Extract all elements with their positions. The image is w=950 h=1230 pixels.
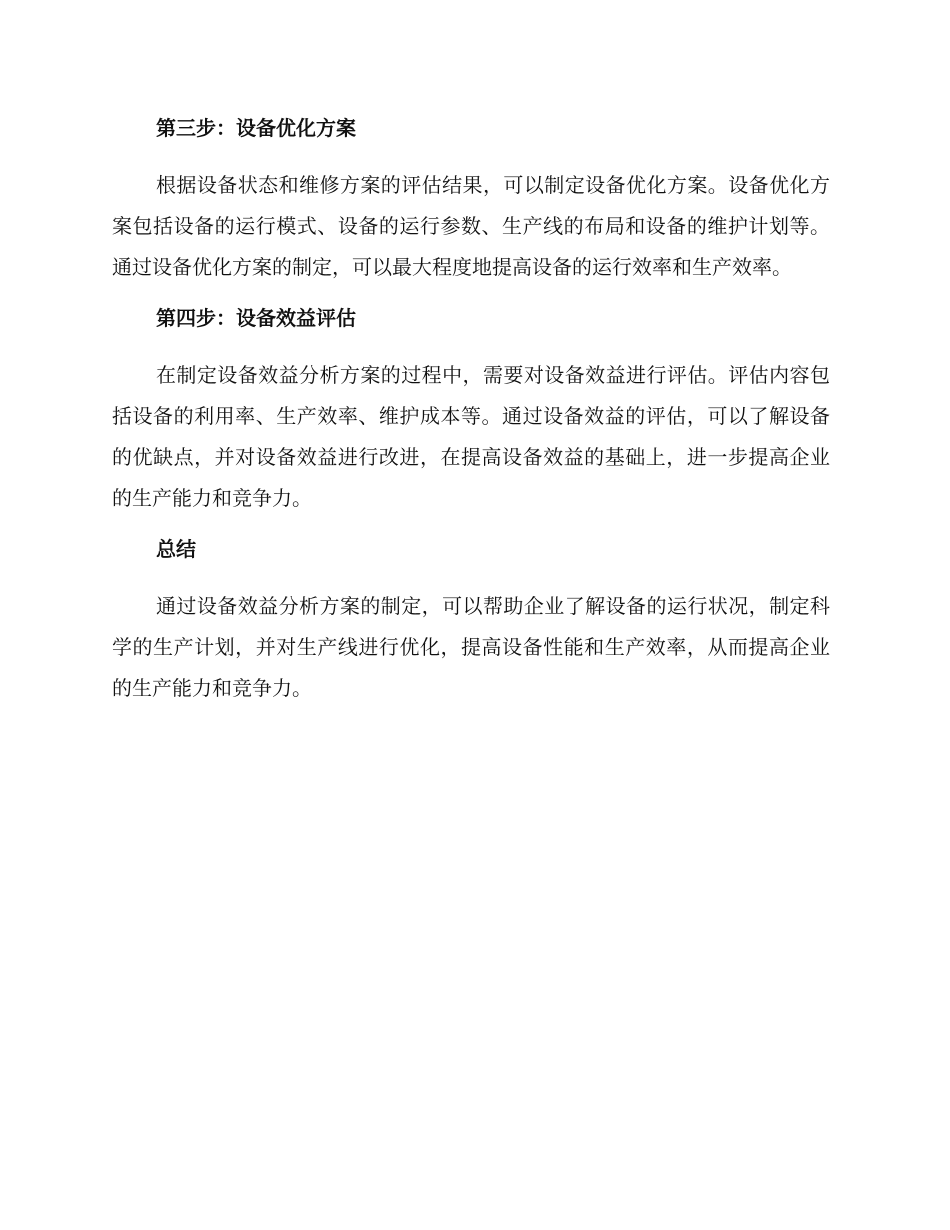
document-body: [112, 111, 830, 709]
section-heading-step-four: 第四步：设备效益评估: [156, 306, 356, 330]
section-heading-step-three: 第三步：设备优化方案: [156, 116, 356, 140]
section-paragraph-step-three: 根据设备状态和维修方案的评估结果，可以制定设备优化方案。设备优化方案包括设备的运行模式、设备的运行参数、生产线的布局和设备的维护计划等。通过设备优化方案的制定，可以最大程度地提高设备的运行效率和生产效率。: [112, 173, 830, 279]
section-paragraph-step-four: 在制定设备效益分析方案的过程中，需要对设备效益进行评估。评估内容包括设备的利用率、生产效率、维护成本等。通过设备效益的评估，可以了解设备的优缺点，并对设备效益进行改进，在提高设备效益的基础上，进一步提高企业的生产能力和竞争力。: [112, 363, 830, 510]
section-heading-summary: 总结: [156, 537, 196, 561]
section-paragraph-summary: 通过设备效益分析方案的制定，可以帮助企业了解设备的运行状况，制定科学的生产计划，并对生产线进行优化，提高设备性能和生产效率，从而提高企业的生产能力和竞争力。: [112, 594, 830, 700]
